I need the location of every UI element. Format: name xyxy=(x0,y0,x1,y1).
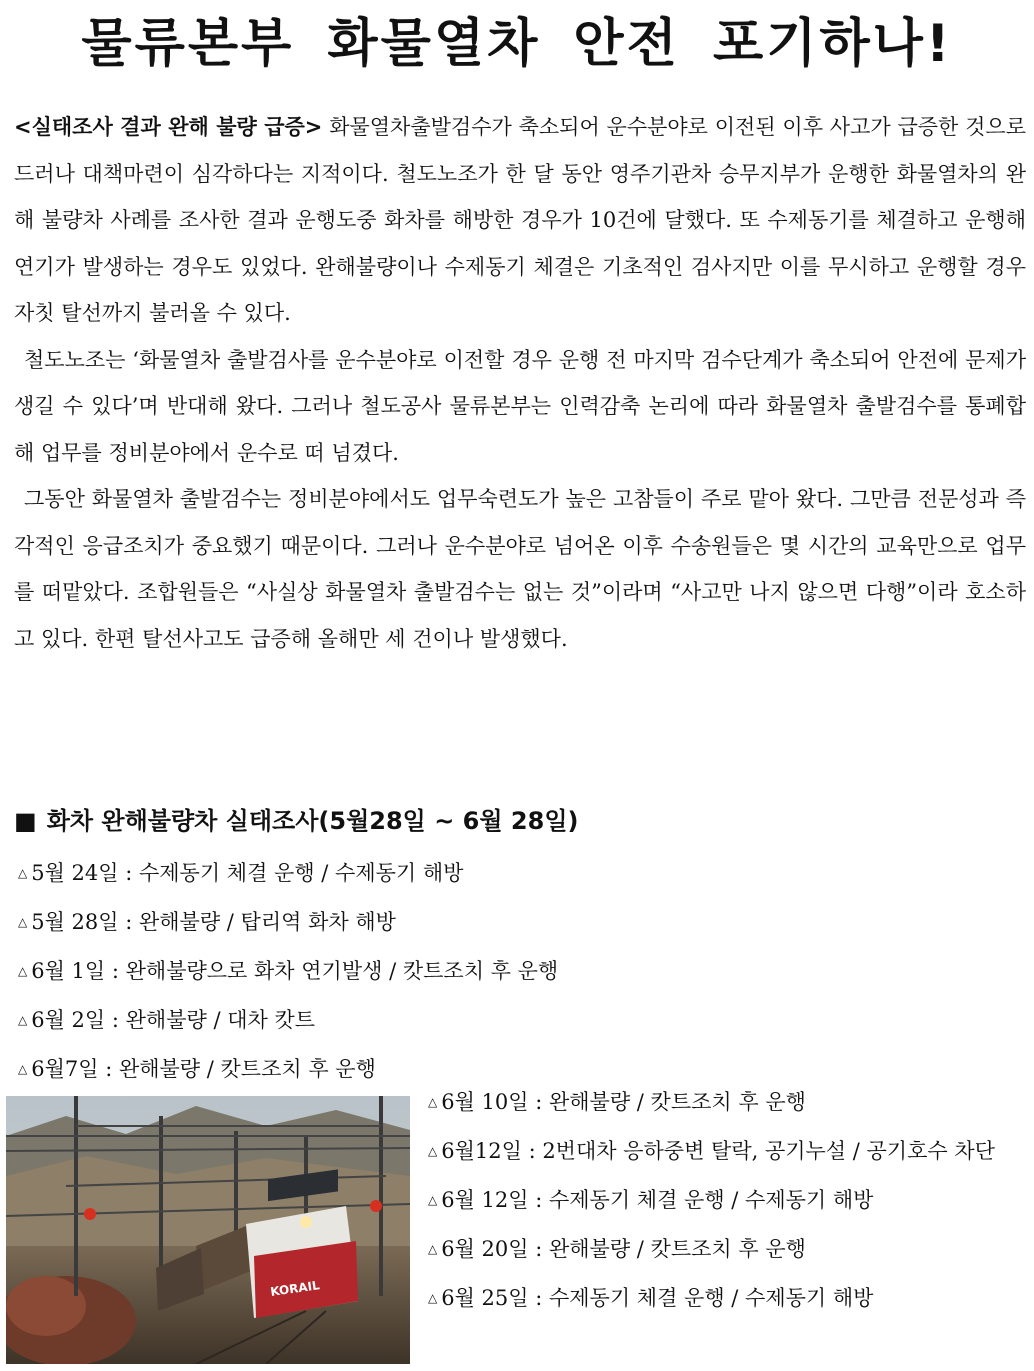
article-paragraph-1 xyxy=(14,104,1026,337)
list-item: △ 5월 28일 : 완해불량 / 탑리역 화차 해방 xyxy=(18,910,396,934)
triangle-bullet-icon: △ xyxy=(18,964,28,978)
list-item: △ 5월 24일 : 수제동기 체결 운행 / 수제동기 해방 xyxy=(18,861,464,885)
list-item: △ 6월7일 : 완해불량 / 캇트조치 후 운행 xyxy=(18,1057,376,1081)
article-paragraph-3: 그동안 화물열차 출발검수는 정비분야에서도 업무숙련도가 높은 고참들이 주로 맡아 왔다. 그만큼 전문성과 즉각적인 응급조치가 중요했기 때문이다. 그러나 운수분야로 넘어온 이후 수송원들은 몇 시간의 교육만으로 업무를 떠맡았다. 조합원들은 “사실상 화물열차 출발검수는 없는 것”이라며 “사고만 나지 않으면 다행”이라 호소하고 있다. 한편 탈선사고도 급증해 올해만 세 건이나 발생했다. xyxy=(14,487,1026,651)
list-item: △ 6월 10일 : 완해불량 / 캇트조치 후 운행 xyxy=(428,1090,806,1114)
lead-tag: <실태조사 결과 완해 불량 급증> xyxy=(14,115,323,139)
list-item: △ 6월12일 : 2번대차 응하중변 탈락, 공기누설 / 공기호수 차단 xyxy=(428,1139,995,1163)
triangle-bullet-icon: △ xyxy=(428,1193,438,1207)
triangle-bullet-icon: △ xyxy=(428,1242,438,1256)
list-item: △ 6월 25일 : 수제동기 체결 운행 / 수제동기 해방 xyxy=(428,1286,874,1310)
list-item: △ 6월 2일 : 완해불량 / 대차 캇트 xyxy=(18,1008,316,1032)
triangle-bullet-icon: △ xyxy=(18,866,28,880)
incident-list-left xyxy=(18,850,558,1095)
triangle-bullet-icon: △ xyxy=(428,1144,438,1158)
triangle-bullet-icon: △ xyxy=(18,1013,28,1027)
article-paragraph-2: 철도노조는 ‘화물열차 출발검사를 운수분야로 이전할 경우 운행 전 마지막 검수단계가 축소되어 안전에 문제가 생길 수 있다’며 반대해 왔다. 그러나 철도공사 물류본부는 인력감축 논리에 따라 화물열차 출발검수를 통폐합해 업무를 정비분야에서 운수로 떠 넘겼다. xyxy=(14,347,1026,465)
freight-train-illustration xyxy=(6,1096,410,1364)
black-square-icon: ■ xyxy=(14,807,37,835)
triangle-bullet-icon: △ xyxy=(428,1291,438,1305)
freight-train-photo xyxy=(6,1096,410,1364)
list-item: △ 6월 12일 : 수제동기 체결 운행 / 수제동기 해방 xyxy=(428,1188,874,1212)
locomotive-logo-text: KORAIL xyxy=(269,1278,321,1299)
section-title: 화차 완해불량차 실태조사(5월28일 ~ 6월 28일) xyxy=(46,807,579,835)
incident-list-right xyxy=(428,1079,1028,1324)
list-item: △ 6월 1일 : 완해불량으로 화차 연기발생 / 캇트조치 후 운행 xyxy=(18,959,559,983)
paragraph-1-text: 화물열차출발검수가 축소되어 운수분야로 이전된 이후 사고가 급증한 것으로 드러나 대책마련이 심각하다는 지적이다. 철도노조가 한 달 동안 영주기관차 승무지부가 운행한 화물열차의 완해 불량차 사례를 조사한 결과 운행도중 화차를 해방한 경우가 10건에 달했다. 또 수제동기를 체결하고 운행해 연기가 발생하는 경우도 있었다. 완해불량이나 수제동기 체결은 기초적인 검사지만 이를 무시하고 운행할 경우 자칫 탈선까지 불러올 수 있다. xyxy=(14,115,1026,325)
article-body xyxy=(14,104,1026,662)
triangle-bullet-icon: △ xyxy=(18,1062,28,1076)
triangle-bullet-icon: △ xyxy=(428,1095,438,1109)
list-item: △ 6월 20일 : 완해불량 / 캇트조치 후 운행 xyxy=(428,1237,806,1261)
triangle-bullet-icon: △ xyxy=(18,915,28,929)
headline: 물류본부 화물열차 안전 포기하나! xyxy=(81,14,953,74)
section-heading xyxy=(14,798,578,844)
